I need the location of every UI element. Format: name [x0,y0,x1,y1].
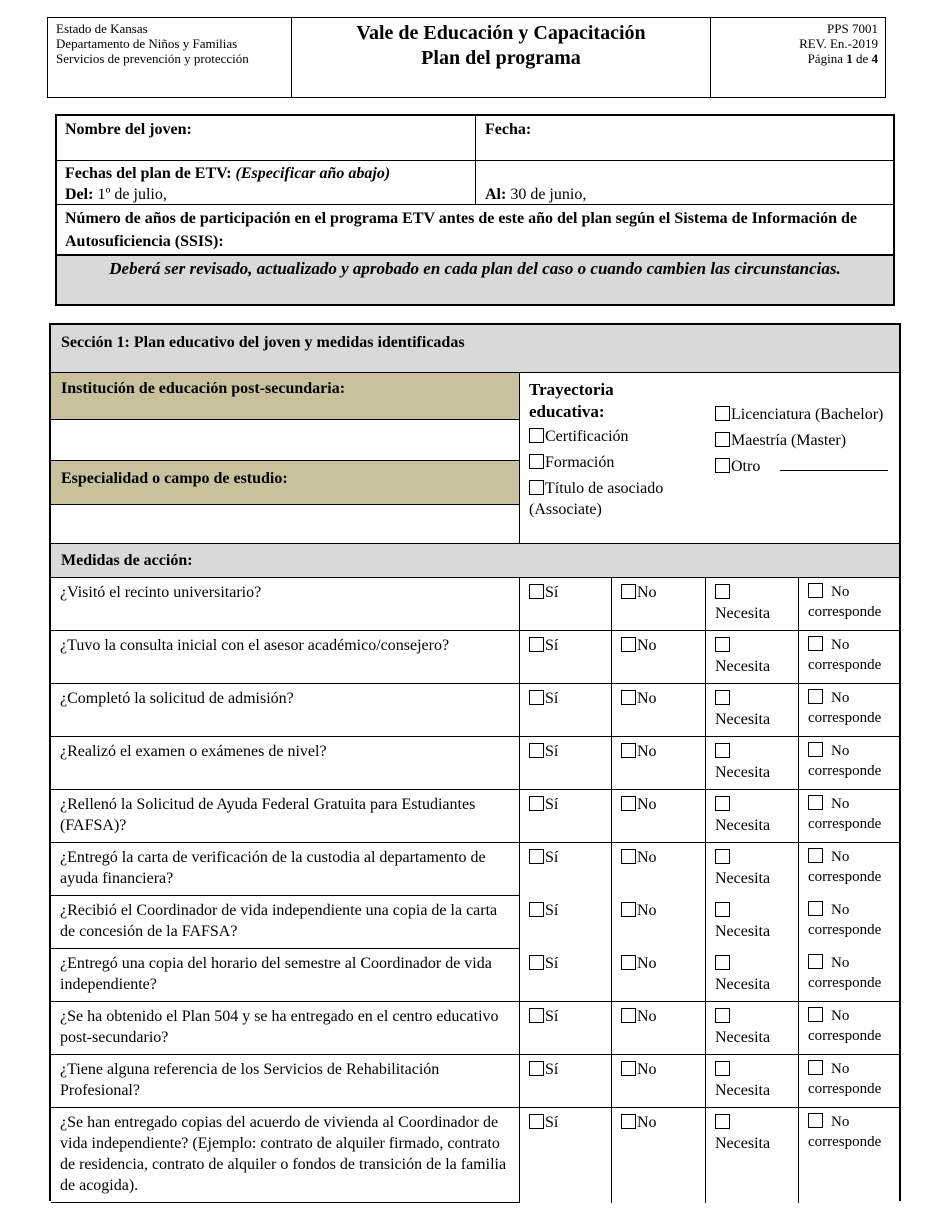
trajectory-option-certification[interactable]: Certificación [529,426,709,447]
option-label: No [637,796,657,813]
action-question: ¿Se han entregado copias del acuerdo de vivienda al Coordinador de vida independiente? (Ejemplo: contrato de alquiler firmado, contrato de residencia, contrato de alquiler o fondos de transición de la familia de acogida). [60,1114,507,1194]
needs-option[interactable] [705,1108,798,1154]
not-applicable-option[interactable] [798,578,899,622]
agency-division: Servicios de prevención y protección [56,51,249,66]
trajectory-option-master[interactable]: Maestría (Master) [715,430,895,451]
checkbox-icon[interactable] [621,1061,636,1076]
not-applicable-option[interactable] [798,684,899,728]
trajectory-option-bachelor[interactable]: Licenciatura (Bachelor) [715,404,895,425]
checkbox-icon[interactable] [529,480,544,495]
option-label: Necesita [715,658,771,675]
checkbox-icon[interactable] [621,955,636,970]
yes-option[interactable] [519,1055,611,1080]
option-label: No corresponde [808,1114,882,1150]
option-label: Necesita [715,764,771,781]
yes-option[interactable] [519,1002,611,1027]
option-label: Sí [545,690,559,707]
checkbox-icon[interactable] [715,1061,730,1076]
other-line[interactable] [780,456,888,471]
action-question: ¿Completó la solicitud de admisión? [60,690,294,707]
agency-block [56,21,288,66]
plan-dates-block [65,163,470,205]
checkbox-icon[interactable] [715,637,730,652]
institution-label-cell [51,373,519,419]
no-option[interactable] [611,896,705,921]
option-label: Sí [545,1061,559,1078]
checkbox-icon[interactable] [715,584,730,599]
checkbox-icon[interactable] [621,1114,636,1129]
no-option[interactable] [611,684,705,709]
option-label: Necesita [715,711,771,728]
option-label: Sí [545,637,559,654]
yes-option[interactable] [519,578,611,603]
option-label: Sí [545,796,559,813]
checkbox-icon[interactable] [715,955,730,970]
not-applicable-option[interactable] [798,1055,899,1099]
action-question: ¿Visitó el recinto universitario? [60,584,262,601]
checkbox-icon[interactable] [808,848,823,863]
option-label: Sí [545,743,559,760]
not-applicable-option[interactable] [798,1108,899,1152]
table-row [51,737,899,790]
checkbox-icon[interactable] [808,1060,823,1075]
option-label: Sí [545,849,559,866]
institution-label: Institución de educación post-secundaria: [61,380,346,397]
option-label: No corresponde [808,1008,882,1044]
option-label: Necesita [715,923,771,940]
no-option[interactable] [611,1108,705,1133]
yes-option[interactable] [519,896,611,921]
not-applicable-option[interactable] [798,737,899,781]
option-label: No [637,1008,657,1025]
needs-option[interactable] [705,896,798,942]
checkbox-icon[interactable] [621,902,636,917]
youth-info-table [55,114,895,306]
title-line2: Plan del programa [421,47,581,69]
option-label: Sí [545,955,559,972]
checkbox-icon[interactable] [529,454,544,469]
checkbox-icon[interactable] [808,901,823,916]
checkbox-icon[interactable] [715,1114,730,1129]
option-label: Sí [545,1114,559,1131]
checkbox-icon[interactable] [529,849,544,864]
table-row [51,1002,899,1055]
table-row [51,1055,899,1108]
trajectory-label: Trayectoria educativa: [529,380,614,421]
checkbox-icon[interactable] [808,1113,823,1128]
needs-option[interactable] [705,1002,798,1048]
date-field[interactable] [476,140,893,160]
checkbox-icon[interactable] [808,954,823,969]
from-label: Del: [65,186,94,203]
action-question: ¿Recibió el Coordinador de vida independiente una copia de la carta de concesión de la FAFSA? [60,902,498,940]
option-label: No corresponde [808,743,882,779]
form-number: PPS 7001 [827,21,878,36]
from-value[interactable]: 1º de julio, [97,186,167,203]
action-question: ¿Se ha obtenido el Plan 504 y se ha entregado en el centro educativo post-secundario? [60,1008,499,1046]
yes-option[interactable] [519,949,611,974]
not-applicable-option[interactable] [798,896,899,940]
option-label: No [637,849,657,866]
checkbox-icon[interactable] [529,743,544,758]
table-row [51,896,899,949]
checkbox-icon[interactable] [808,583,823,598]
option-label: No corresponde [808,902,882,938]
checkbox-icon[interactable] [808,795,823,810]
option-label: No [637,955,657,972]
trajectory-option-training[interactable]: Formación [529,452,709,473]
checkbox-icon[interactable] [529,1114,544,1129]
table-row [51,1108,899,1203]
checkbox-icon[interactable] [715,432,730,447]
yes-option[interactable] [519,631,611,656]
review-notice: Deberá ser revisado, actualizado y aprobado en cada plan del caso o cuando cambien las circunstancias. [109,259,841,278]
section1-title: Sección 1: Plan educativo del joven y medidas identificadas [61,334,465,351]
option-label: No corresponde [808,849,882,885]
checkbox-icon[interactable] [621,796,636,811]
to-label: Al: [485,186,507,203]
form-title [292,21,710,71]
needs-option[interactable] [705,949,798,995]
checkbox-icon[interactable] [529,955,544,970]
no-option[interactable] [611,1002,705,1027]
name-field[interactable] [57,140,475,160]
checkbox-icon[interactable] [715,690,730,705]
action-question: ¿Realizó el examen o exámenes de nivel? [60,743,327,760]
agency-department: Departamento de Niños y Familias [56,36,238,51]
specialty-label: Especialidad o campo de estudio: [61,470,288,487]
checkbox-icon[interactable] [529,902,544,917]
trajectory-option-associate[interactable]: Título de asociado (Associate) [529,480,664,518]
agency-state: Estado de Kansas [56,21,148,36]
table-row [51,631,899,684]
action-rows [51,578,899,1203]
option-label: Necesita [715,1082,771,1099]
checkbox-icon[interactable] [715,902,730,917]
action-question: ¿Tuvo la consulta inicial con el asesor académico/consejero? [60,637,450,654]
checkbox-icon[interactable] [621,637,636,652]
option-label: No corresponde [808,955,882,991]
checkbox-icon[interactable] [529,1061,544,1076]
checkbox-icon[interactable] [808,689,823,704]
page-indicator: Página 1 de 4 [807,51,878,66]
checkbox-icon[interactable] [715,743,730,758]
yes-option[interactable] [519,1108,611,1133]
years-label: Número de años de participación en el programa ETV antes de este año del plan según el Sistema de Información de Autosuficiencia (SSIS): [65,210,858,250]
needs-option[interactable] [705,631,798,677]
to-block [485,184,586,205]
option-label: No corresponde [808,584,882,620]
yes-option[interactable] [519,684,611,709]
yes-option[interactable] [519,790,611,815]
option-label: No [637,690,657,707]
option-label: Necesita [715,1029,771,1046]
no-option[interactable] [611,631,705,656]
plan-dates-note: (Especificar año abajo) [235,165,391,182]
option-label: No corresponde [808,1061,882,1097]
section1-table [49,323,901,1201]
needs-option[interactable] [705,790,798,836]
checkbox-icon[interactable] [621,743,636,758]
checkbox-icon[interactable] [529,637,544,652]
table-row [51,578,899,631]
specialty-label-cell [51,461,519,504]
option-label: No [637,584,657,601]
not-applicable-option[interactable] [798,631,899,675]
trajectory-block-right [715,404,895,477]
checkbox-icon[interactable] [808,1007,823,1022]
table-row [51,684,899,737]
checkbox-icon[interactable] [529,796,544,811]
not-applicable-option[interactable] [798,843,899,887]
no-option[interactable] [611,1055,705,1080]
option-label: Necesita [715,817,771,834]
option-label: Necesita [715,976,771,993]
not-applicable-option[interactable] [798,949,899,993]
table-row [51,949,899,1002]
no-option[interactable] [611,790,705,815]
action-question: ¿Tiene alguna referencia de los Servicios de Rehabilitación Profesional? [60,1061,440,1099]
option-label: No corresponde [808,690,882,726]
option-label: Necesita [715,605,771,622]
checkbox-icon[interactable] [715,406,730,421]
title-line1: Vale de Educación y Capacitación [356,22,646,44]
not-applicable-option[interactable] [798,790,899,834]
checkbox-icon[interactable] [621,690,636,705]
option-label: No [637,743,657,760]
checkbox-icon[interactable] [715,796,730,811]
trajectory-option-other[interactable]: Otro [715,456,895,477]
needs-option[interactable] [705,737,798,783]
name-label: Nombre del joven: [65,121,192,138]
checkbox-icon[interactable] [715,458,730,473]
checkbox-icon[interactable] [529,1008,544,1023]
form-header [47,17,886,98]
form-revision: REV. En.-2019 [799,36,878,51]
not-applicable-option[interactable] [798,1002,899,1046]
section1-title-row [51,325,899,372]
checkbox-icon[interactable] [529,584,544,599]
checkbox-icon[interactable] [621,1008,636,1023]
review-notice-box [57,256,893,304]
needs-option[interactable] [705,684,798,730]
specialty-field[interactable] [51,505,519,543]
checkbox-icon[interactable] [621,849,636,864]
action-question: ¿Entregó una copia del horario del semestre al Coordinador de vida independiente? [60,955,492,993]
option-label: No corresponde [808,637,882,673]
option-label: No [637,1114,657,1131]
checkbox-icon[interactable] [715,849,730,864]
checkbox-icon[interactable] [808,742,823,757]
option-label: No [637,902,657,919]
no-option[interactable] [611,737,705,762]
yes-option[interactable] [519,737,611,762]
no-option[interactable] [611,949,705,974]
no-option[interactable] [611,578,705,603]
action-question: ¿Rellenó la Solicitud de Ayuda Federal Gratuita para Estudiantes (FAFSA)? [60,796,476,834]
needs-option[interactable] [705,843,798,889]
option-label: Sí [545,902,559,919]
checkbox-icon[interactable] [715,1008,730,1023]
no-option[interactable] [611,843,705,868]
option-label: Necesita [715,1135,771,1152]
option-label: No [637,637,657,654]
option-label: Sí [545,1008,559,1025]
table-row [51,790,899,843]
option-label: No corresponde [808,796,882,832]
action-question: ¿Entregó la carta de verificación de la custodia al departamento de ayuda financiera? [60,849,486,887]
institution-field[interactable] [51,420,519,460]
to-value[interactable]: 30 de junio, [510,186,587,203]
actions-label: Medidas de acción: [61,552,193,569]
actions-header-row [51,544,899,577]
needs-option[interactable] [705,1055,798,1101]
date-label: Fecha: [485,121,532,138]
table-row [51,843,899,896]
checkbox-icon[interactable] [529,428,544,443]
option-label: Sí [545,584,559,601]
option-label: No [637,1061,657,1078]
checkbox-icon[interactable] [529,690,544,705]
form-meta [712,21,878,66]
checkbox-icon[interactable] [621,584,636,599]
option-label: Necesita [715,870,771,887]
plan-dates-label: Fechas del plan de ETV: [65,165,232,182]
trajectory-block [529,379,709,520]
yes-option[interactable] [519,843,611,868]
checkbox-icon[interactable] [808,636,823,651]
needs-option[interactable] [705,578,798,624]
